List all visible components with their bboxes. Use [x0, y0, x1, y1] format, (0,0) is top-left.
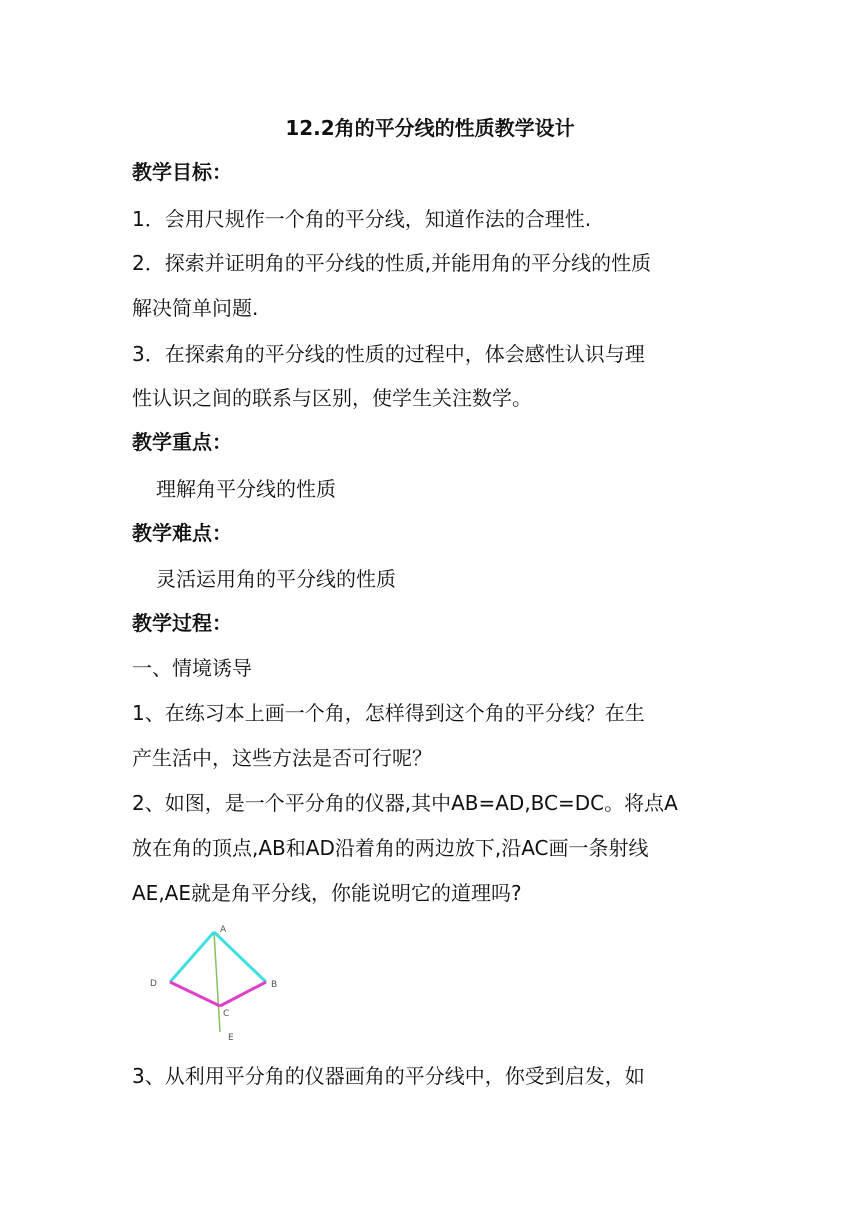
angle-bisector-instrument-figure	[140, 920, 300, 1050]
objectives-heading: 教学目标：	[132, 160, 232, 184]
arm-ad	[170, 932, 214, 982]
difficulty-heading: 教学难点：	[132, 521, 232, 545]
objective-line-5: 性认识之间的联系与区别，使学生关注数学。	[132, 386, 532, 410]
process-line-5: AE,AE就是角平分线，你能说明它的道理吗?	[132, 881, 522, 905]
objective-line-3: 解决简单问题.	[132, 296, 259, 320]
label-d: D	[150, 979, 157, 989]
objective-line-1: 1．会用尺规作一个角的平分线，知道作法的合理性.	[132, 207, 592, 231]
process-line-4: 放在角的顶点,AB和AD沿着角的两边放下,沿AC画一条射线	[132, 836, 649, 860]
arm-bc	[220, 982, 266, 1006]
key-point-text: 理解角平分线的性质	[156, 477, 336, 501]
section-heading: 一、情境诱导	[132, 656, 252, 680]
difficulty-text: 灵活运用角的平分线的性质	[156, 567, 396, 591]
process-line-6: 3、从利用平分角的仪器画角的平分线中，你受到启发，如	[132, 1064, 645, 1088]
process-line-2: 产生活中，这些方法是否可行呢？	[132, 746, 432, 770]
label-c: C	[223, 1009, 230, 1019]
process-line-3: 2、如图，是一个平分角的仪器,其中AB=AD,BC=DC。将点A	[132, 791, 678, 815]
key-point-heading: 教学重点：	[132, 430, 232, 454]
document-title: 12.2角的平分线的性质教学设计	[285, 116, 575, 140]
instrument-diagram	[140, 920, 300, 1050]
label-a: A	[220, 925, 227, 935]
process-line-1: 1、在练习本上画一个角，怎样得到这个角的平分线？在生	[132, 701, 645, 725]
ray-ae	[214, 932, 220, 1032]
objective-line-2: 2．探索并证明角的平分线的性质,并能用角的平分线的性质	[132, 251, 652, 275]
arm-dc	[170, 982, 220, 1006]
arm-ab	[214, 932, 266, 982]
objective-line-4: 3．在探索角的平分线的性质的过程中，体会感性认识与理	[132, 342, 645, 366]
label-e: E	[228, 1033, 234, 1043]
process-heading: 教学过程：	[132, 611, 232, 635]
label-b: B	[271, 980, 278, 990]
